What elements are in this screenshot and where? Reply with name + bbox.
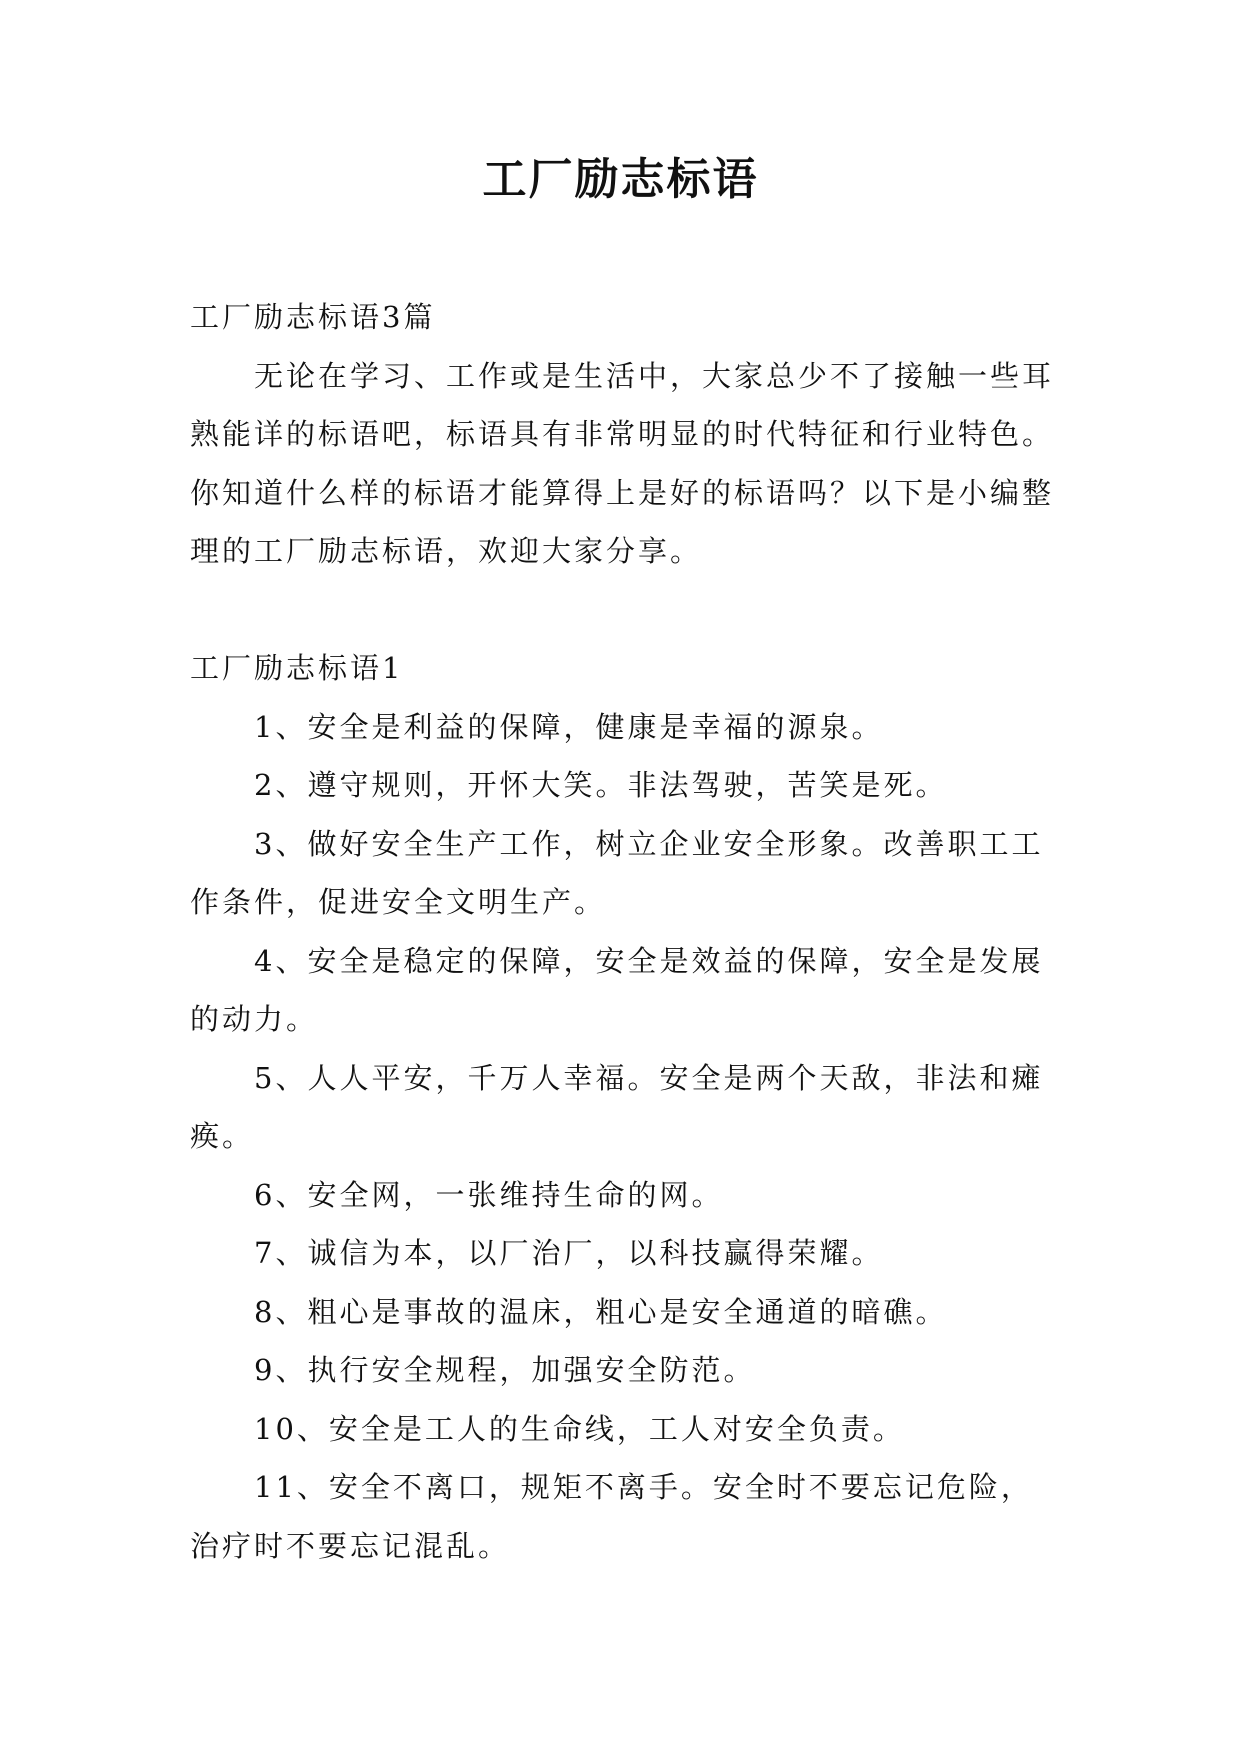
intro-paragraph: 无论在学习、工作或是生活中，大家总少不了接触一些耳熟能详的标语吧，标语具有非常明显的时代特征和行业特色。你知道什么样的标语才能算得上是好的标语吗？以下是小编整理的工厂励志标语，欢迎大家分享。 <box>190 358 1055 568</box>
slogan-item: 10、安全是工人的生命线，工人对安全负责。 <box>254 1411 905 1446</box>
slogan-item: 5、人人平安，千万人幸福。安全是两个天敌，非法和瘫痪。 <box>190 1060 1044 1153</box>
section-heading: 工厂励志标语1 <box>190 651 404 685</box>
slogan-item: 6、安全网，一张维持生命的网。 <box>254 1177 724 1212</box>
document-body <box>190 288 1060 1575</box>
slogan-item: 3、做好安全生产工作，树立企业安全形象。改善职工工作条件，促进安全文明生产。 <box>190 826 1044 919</box>
document-subtitle: 工厂励志标语3篇 <box>190 300 436 334</box>
slogan-item: 11、安全不离口，规矩不离手。安全时不要忘记危险，治疗时不要忘记混乱。 <box>190 1470 1033 1563</box>
slogan-item: 9、执行安全规程，加强安全防范。 <box>254 1353 756 1387</box>
slogan-item: 8、粗心是事故的温床，粗心是安全通道的暗礁。 <box>254 1294 948 1329</box>
slogan-item: 7、诚信为本，以厂治厂，以科技赢得荣耀。 <box>254 1236 884 1270</box>
document-title: 工厂励志标语 <box>482 154 759 205</box>
paragraph-spacer <box>190 581 1060 640</box>
slogan-item: 2、遵守规则，开怀大笑。非法驾驶，苦笑是死。 <box>254 768 948 802</box>
slogan-item: 4、安全是稳定的保障，安全是效益的保障，安全是发展的动力。 <box>190 943 1044 1036</box>
slogan-item: 1、安全是利益的保障，健康是幸福的源泉。 <box>254 709 884 744</box>
